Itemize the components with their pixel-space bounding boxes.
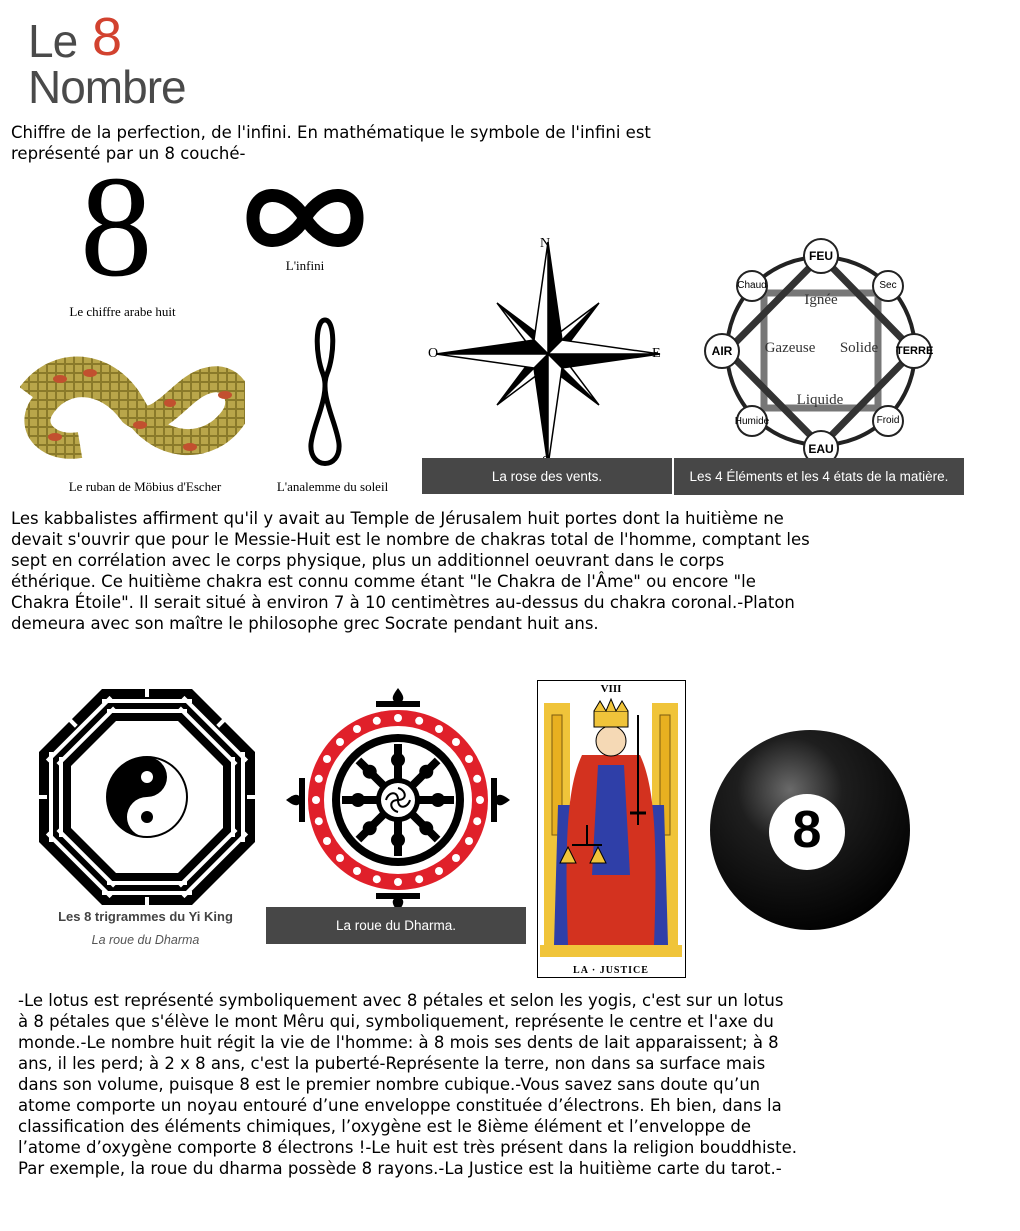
mobius-strip-icon — [20, 355, 245, 465]
bagua-icon — [30, 685, 260, 910]
infinity-figure — [245, 180, 365, 280]
dharma-rim-dot — [312, 796, 320, 804]
dharma-rim-dot — [435, 867, 443, 875]
arabic-eight-figure — [40, 147, 210, 320]
dharma-rim-dot — [452, 854, 460, 862]
infinity-icon — [245, 180, 365, 256]
element-air: AIR — [711, 344, 733, 358]
compass-e: E — [652, 346, 661, 361]
elements-figure — [674, 236, 964, 495]
quality-sec: Sec — [879, 280, 897, 291]
dharma-rim-dot — [323, 755, 331, 763]
quality-chaud: Chaud — [737, 280, 767, 291]
dharma-rim-dot — [473, 775, 481, 783]
dharma-rim-dot — [315, 817, 323, 825]
eight-ball-number: 8 — [792, 801, 822, 859]
compass-caption: La rose des vents. — [422, 458, 672, 494]
logo-nombre: Nombre — [28, 61, 186, 113]
dharma-figure — [266, 682, 526, 944]
quality-froid: Froid — [876, 415, 900, 426]
dharma-rim-dot — [373, 875, 381, 883]
analemma-icon — [305, 314, 345, 476]
dharma-rim-dot — [315, 775, 323, 783]
mobius-figure — [20, 355, 250, 500]
dharma-rim-dot — [473, 817, 481, 825]
dharma-wheel-icon — [278, 682, 518, 907]
trigrams-subcaption: La roue du Dharma — [91, 933, 200, 947]
dharma-rim-dot — [465, 837, 473, 845]
kabbala-paragraph: Les kabbalistes affirment qu'il y avait au Temple de Jérusalem huit portes dont la huitième ne devait s'ouvrir que pour le Messie-Huit est le nombre de chakras total de l'homme, comptant les sept en corrélation avec le corps physique, plus un additionnel oeuvrant dans le corps éthérique. Ce huitième chakra est connu comme étant "le Chakra de l'Âme" ou encore "le Chakra Étoile". Il serait situé à environ 7 à 10 centimètres au-dessus du chakra coronal.-Platon demeura avec son maître le philosophe grec Socrate pendant huit ans. — [11, 509, 810, 633]
dharma-rim-dot — [476, 796, 484, 804]
trigrams-caption: Les 8 trigrammes du Yi King — [58, 909, 233, 924]
dharma-rim-dot — [415, 875, 423, 883]
element-feu: FEU — [809, 249, 833, 263]
state-gazeuse: Gazeuse — [764, 340, 816, 356]
dharma-rim-dot — [394, 878, 402, 886]
dharma-rim-dot — [336, 854, 344, 862]
elements-caption: Les 4 Éléments et les 4 états de la matière. — [674, 458, 964, 495]
dharma-rim-dot — [323, 837, 331, 845]
compass-rose-icon — [422, 232, 672, 472]
page-logo — [28, 8, 228, 114]
element-eau: EAU — [808, 442, 834, 456]
analemma-figure — [265, 312, 400, 502]
lotus-paragraph: -Le lotus est représenté symboliquement avec 8 pétales et selon les yogis, c'est sur un lotus à 8 pétales que s'élève le mont Mêru qui, symboliquement, représente le centre et l'axe du monde.-Le nombre huit régit la vie de l'homme: à 8 mois ses dents de lait apparaissent; à 8 ans, il les perd; à 2 x 8 ans, c'est la puberté-Représente la terre, non dans sa surface mais dans son volume, puisque 8 est le premier nombre cubique.-Vous savez sans doute qu’un atome comporte un noyau entouré d’une enveloppe constituée d’électrons. Eh bien, dans la classification des éléments chimiques, l’oxygène est le 8ième élément et l’enveloppe de l’atome d’oxygène comporte 8 électrons !-Le huit est très présent dans la religion bouddhiste. Par exemple, la roue du dharma possède 8 rayons.-La Justice est la huitième carte du tarot.- — [18, 991, 798, 1178]
intro-paragraph: Chiffre de la perfection, de l'infini. En mathématique le symbole de l'infini est représenté par un 8 couché- — [11, 123, 651, 163]
infinity-caption: L'infini — [285, 258, 325, 273]
logo-le: Le — [28, 15, 78, 67]
compass-rose-figure — [422, 232, 672, 495]
tarot-card — [537, 680, 686, 978]
state-liquide: Liquide — [796, 392, 844, 408]
arabic-eight-glyph: 8 — [80, 147, 153, 307]
dharma-rim-dot — [353, 725, 361, 733]
dharma-rim-dot — [373, 717, 381, 725]
element-terre: TERRE — [896, 345, 934, 357]
arabic-eight-caption: Le chiffre arabe huit — [69, 304, 176, 319]
tarot-name: LA · JUSTICE — [573, 965, 649, 976]
eight-ball-figure — [708, 728, 912, 932]
compass-w: O — [428, 346, 439, 361]
dharma-rim-dot — [452, 738, 460, 746]
dharma-rim-dot — [465, 755, 473, 763]
analemma-caption: L'analemme du soleil — [276, 479, 389, 494]
mobius-caption: Le ruban de Möbius d'Escher — [68, 479, 222, 494]
dharma-rim-dot — [394, 714, 402, 722]
justice-figure-icon — [538, 695, 684, 967]
dharma-caption: La roue du Dharma. — [266, 907, 526, 944]
state-solide: Solide — [839, 340, 879, 356]
trigrams-figure — [28, 685, 263, 953]
state-ignee: Ignée — [804, 292, 838, 308]
dharma-rim-dot — [415, 717, 423, 725]
dharma-rim-dot — [353, 867, 361, 875]
tarot-number: VIII — [600, 683, 622, 695]
dharma-rim-dot — [435, 725, 443, 733]
dharma-rim-dot — [336, 738, 344, 746]
logo-eight: 8 — [92, 7, 123, 67]
compass-n: N — [540, 236, 551, 251]
quality-humide: Humide — [734, 416, 770, 427]
